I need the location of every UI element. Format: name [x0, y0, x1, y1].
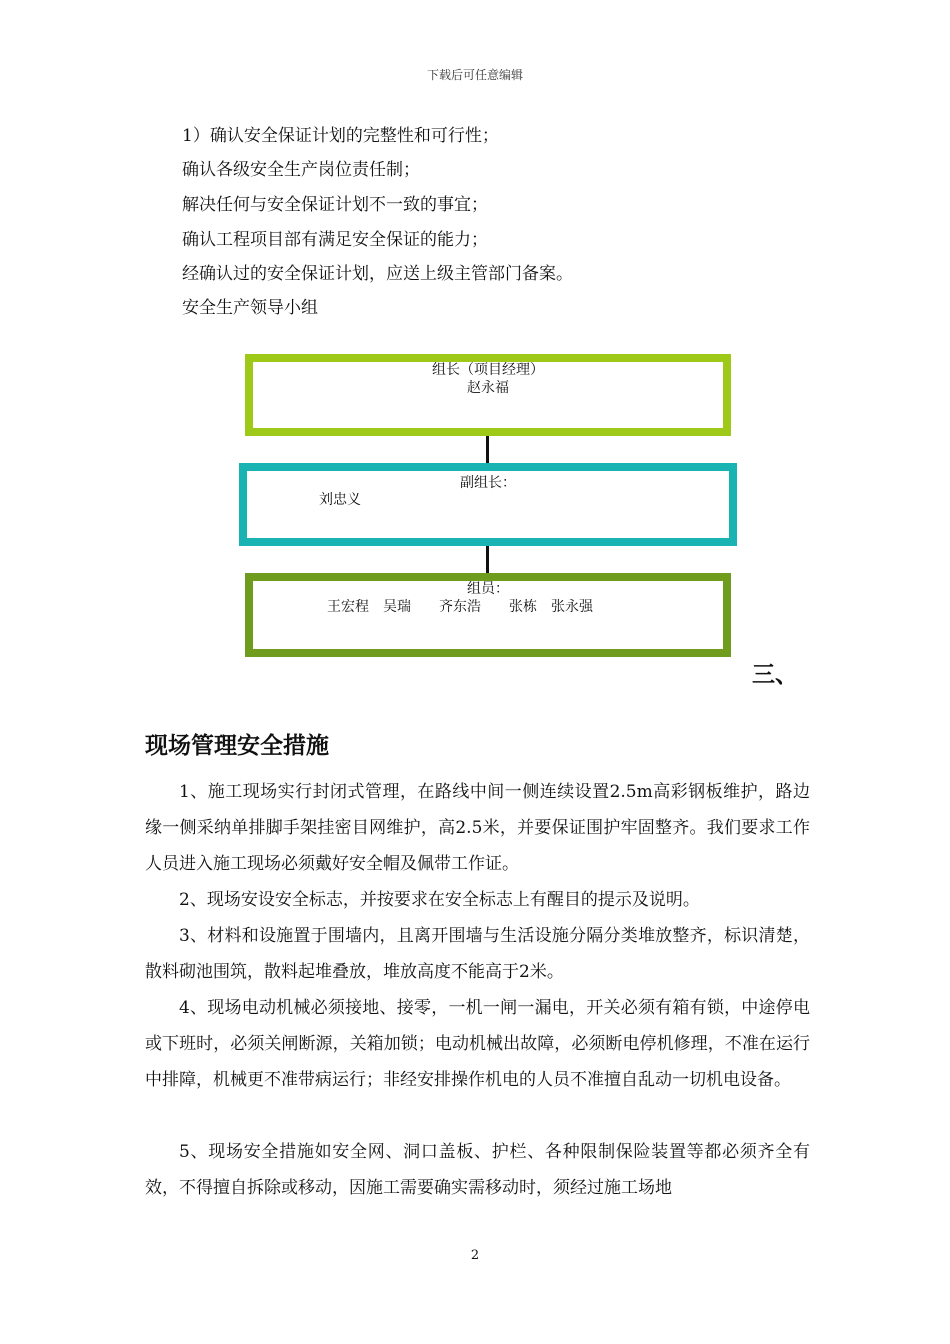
- deputy-name: 刘忠义: [319, 492, 361, 508]
- leader-title: 组长（项目经理）: [432, 362, 544, 378]
- deputy-title: 副组长：: [460, 475, 516, 491]
- intro-line-5: 经确认过的安全保证计划，应送上级主管部门备案。: [182, 264, 573, 284]
- paragraph-3: 3、材料和设施置于围墙内，且离开围墙与生活设施分隔分类堆放整齐，标识清楚，散料砌池围筑，散料起堆叠放，堆放高度不能高于2米。: [145, 926, 810, 982]
- org-chart-caption: 安全生产领导小组: [182, 298, 318, 318]
- leader-name: 赵永福: [467, 380, 509, 396]
- intro-line-3: 解决任何与安全保证计划不一致的事宜；: [182, 195, 488, 215]
- members-names: 王宏程 吴瑞 齐东浩 张栋 张永强: [327, 599, 593, 615]
- section-number: 三、: [752, 662, 798, 688]
- page-number: 2: [470, 1248, 480, 1263]
- paragraph-2: 2、现场安设安全标志，并按要求在安全标志上有醒目的提示及说明。: [179, 890, 700, 910]
- intro-line-1: 1）确认安全保证计划的完整性和可行性；: [182, 126, 499, 146]
- page-header: 下载后可任意编辑: [426, 68, 523, 82]
- members-title: 组员：: [467, 581, 509, 597]
- connector-line: [486, 436, 489, 463]
- intro-line-4: 确认工程项目部有满足安全保证的能力；: [182, 230, 488, 250]
- paragraph-5: 5、现场安全措施如安全网、洞口盖板、护栏、各种限制保险装置等都必须齐全有效，不得擅自拆除或移动，因施工需要确实需移动时，须经过施工场地: [145, 1142, 810, 1198]
- intro-line-2: 确认各级安全生产岗位责任制；: [182, 160, 420, 180]
- paragraph-1: 1、施工现场实行封闭式管理，在路线中间一侧连续设置2.5m高彩钢板维护，路边缘一侧采纳单排脚手架挂密目网维护，高2.5米，并要保证围护牢固整齐。我们要求工作人员进入施工现场必须戴好安全帽及佩带工作证。: [145, 782, 810, 874]
- section-title: 现场管理安全措施: [145, 733, 329, 759]
- connector-line: [486, 546, 489, 573]
- paragraph-4: 4、现场电动机械必须接地、接零，一机一闸一漏电，开关必须有箱有锁，中途停电或下班时，必须关闸断源，关箱加锁；电动机械出故障，必须断电停机修理，不准在运行中排障，机械更不准带病运行；非经安排操作机电的人员不准擅自乱动一切机电设备。: [145, 998, 810, 1090]
